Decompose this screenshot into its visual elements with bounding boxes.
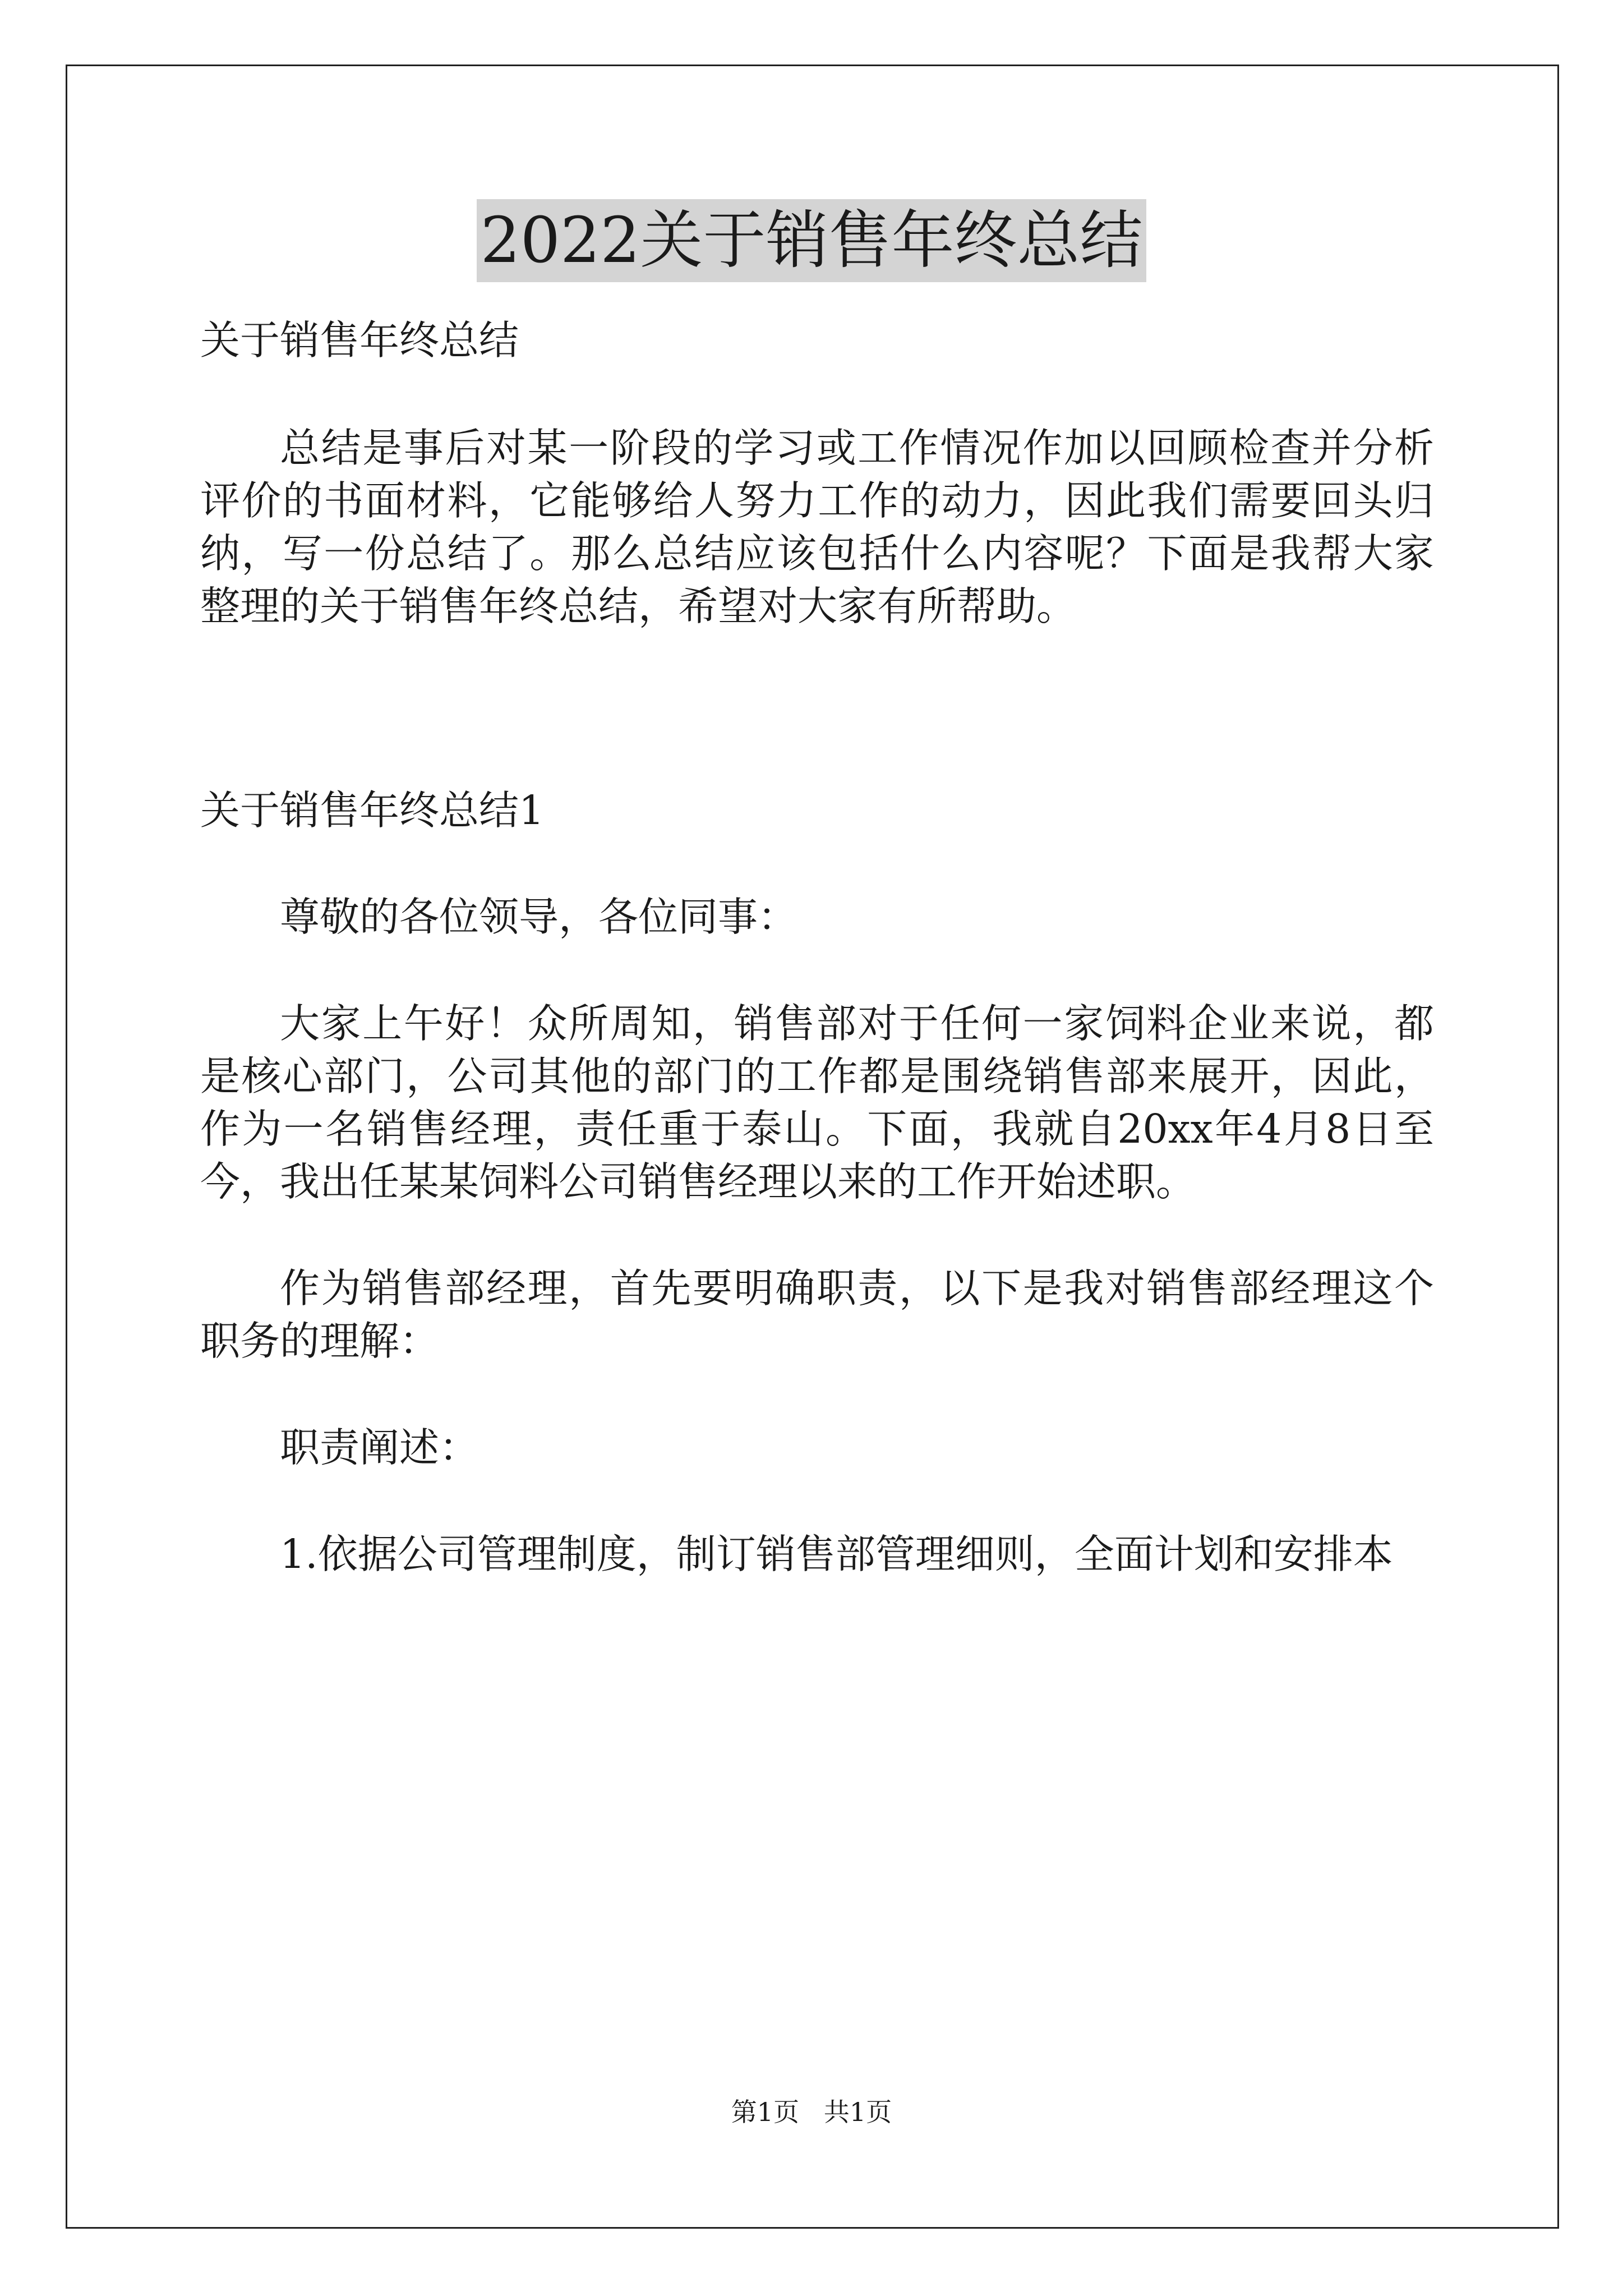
title-container	[0, 199, 1623, 282]
page-footer: 第1页 共1页	[731, 2097, 892, 2127]
paragraph-duties-intro: 作为销售部经理，首先要明确职责，以下是我对销售部经理这个职务的理解：	[200, 1265, 1434, 1364]
paragraph-salutation: 尊敬的各位领导，各位同事：	[280, 894, 798, 940]
intro-heading: 关于销售年终总结	[200, 317, 519, 364]
paragraph-duty-1: 1.依据公司管理制度，制订销售部管理细则，全面计划和安排本	[280, 1531, 1393, 1577]
document-body	[200, 314, 1434, 1581]
document-title: 2022关于销售年终总结	[477, 199, 1146, 282]
paragraph-opening: 大家上午好！众所周知，销售部对于任何一家饲料企业来说，都是核心部门，公司其他的部门的工作都是围绕销售部来展开，因此，作为一名销售经理，责任重于泰山。下面，我就自20xx年4月8日至今，我出任某某饲料公司销售经理以来的工作开始述职。	[200, 1000, 1434, 1205]
paragraph-duties-heading: 职责阐述：	[280, 1424, 479, 1471]
section-heading: 关于销售年终总结1	[200, 787, 545, 834]
intro-paragraph: 总结是事后对某一阶段的学习或工作情况作加以回顾检查并分析评价的书面材料，它能够给人努力工作的动力，因此我们需要回头归纳，写一份总结了。那么总结应该包括什么内容呢？下面是我帮大家整理的关于销售年终总结，希望对大家有所帮助。	[200, 425, 1434, 629]
